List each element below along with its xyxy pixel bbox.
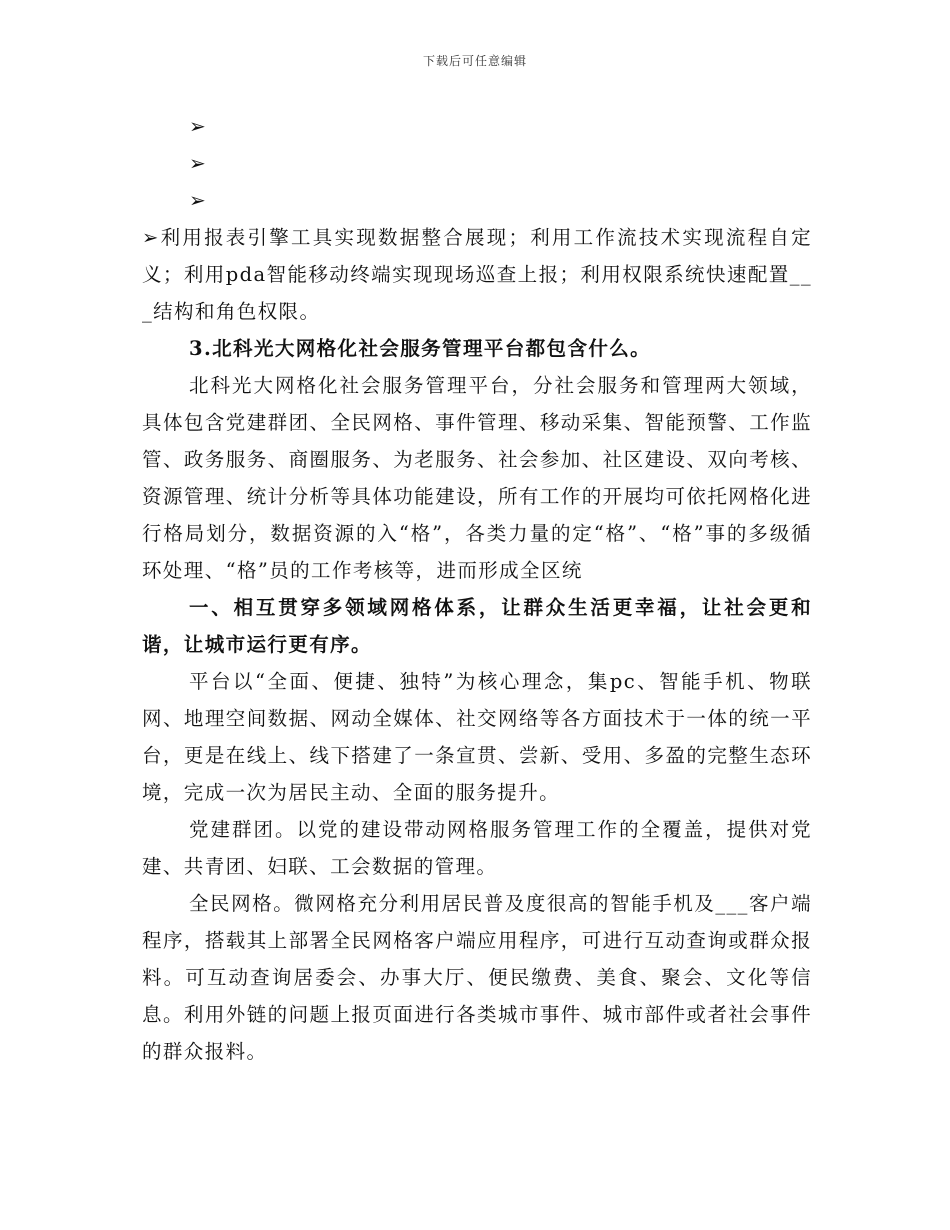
empty-bullet-arrow-icon: ➢ [189,114,206,138]
section-heading-one: 一、相互贯穿多领域网格体系，让群众生活更幸福，让社会更和谐，让城市运行更有序。 [142,596,812,656]
paragraph-core-concept: 平台以“全面、便捷、独特”为核心理念，集pc、智能手机、物联网、地理空间数据、网动全媒体、社交网络等各方面技术于一体的统一平台，更是在线上、线下搭建了一条宣贯、尝新、受用、多盈的完整生态环境，完成一次为居民主动、全面的服务提升。 [142,670,812,804]
paragraph-report-engine: ➢利用报表引擎工具实现数据整合展现；利用工作流技术实现流程自定义；利用pda智能移动终端实现现场巡查上报；利用权限系统快速配置___结构和角色权限。 [142,226,812,323]
empty-bullet-arrow-icon: ➢ [189,188,206,212]
page-header-note: 下载后可任意编辑 [422,54,527,68]
document-body [142,108,812,1070]
empty-bullet-arrow-icon: ➢ [189,151,206,175]
paragraph-party-building: 党建群团。以党的建设带动网格服务管理工作的全覆盖，提供对党建、共青团、妇联、工会数据的管理。 [142,818,812,878]
paragraph-platform-overview: 北科光大网格化社会服务管理平台，分社会服务和管理两大领域，具体包含党建群团、全民网格、事件管理、移动采集、智能预警、工作监管、政务服务、商圈服务、为老服务、社会参加、社区建设、双向考核、资源管理、统计分析等具体功能建设，所有工作的开展均可依托网格化进行格局划分，数据资源的入“格”，各类力量的定“格”、“格”事的多级循环处理、“格”员的工作考核等，进而形成全区统 [142,374,812,582]
section-heading-3: 3.北科光大网格化社会服务管理平台都包含什么。 [189,337,652,360]
paragraph-citizen-grid: 全民网格。微网格充分利用居民普及度很高的智能手机及___客户端程序，搭载其上部署全民网格客户端应用程序，可进行互动查询或群众报料。可互动查询居委会、办事大厅、便民缴费、美食、聚会、文化等信息。利用外链的问题上报页面进行各类城市事件、城市部件或者社会事件的群众报料。 [142,892,812,1063]
